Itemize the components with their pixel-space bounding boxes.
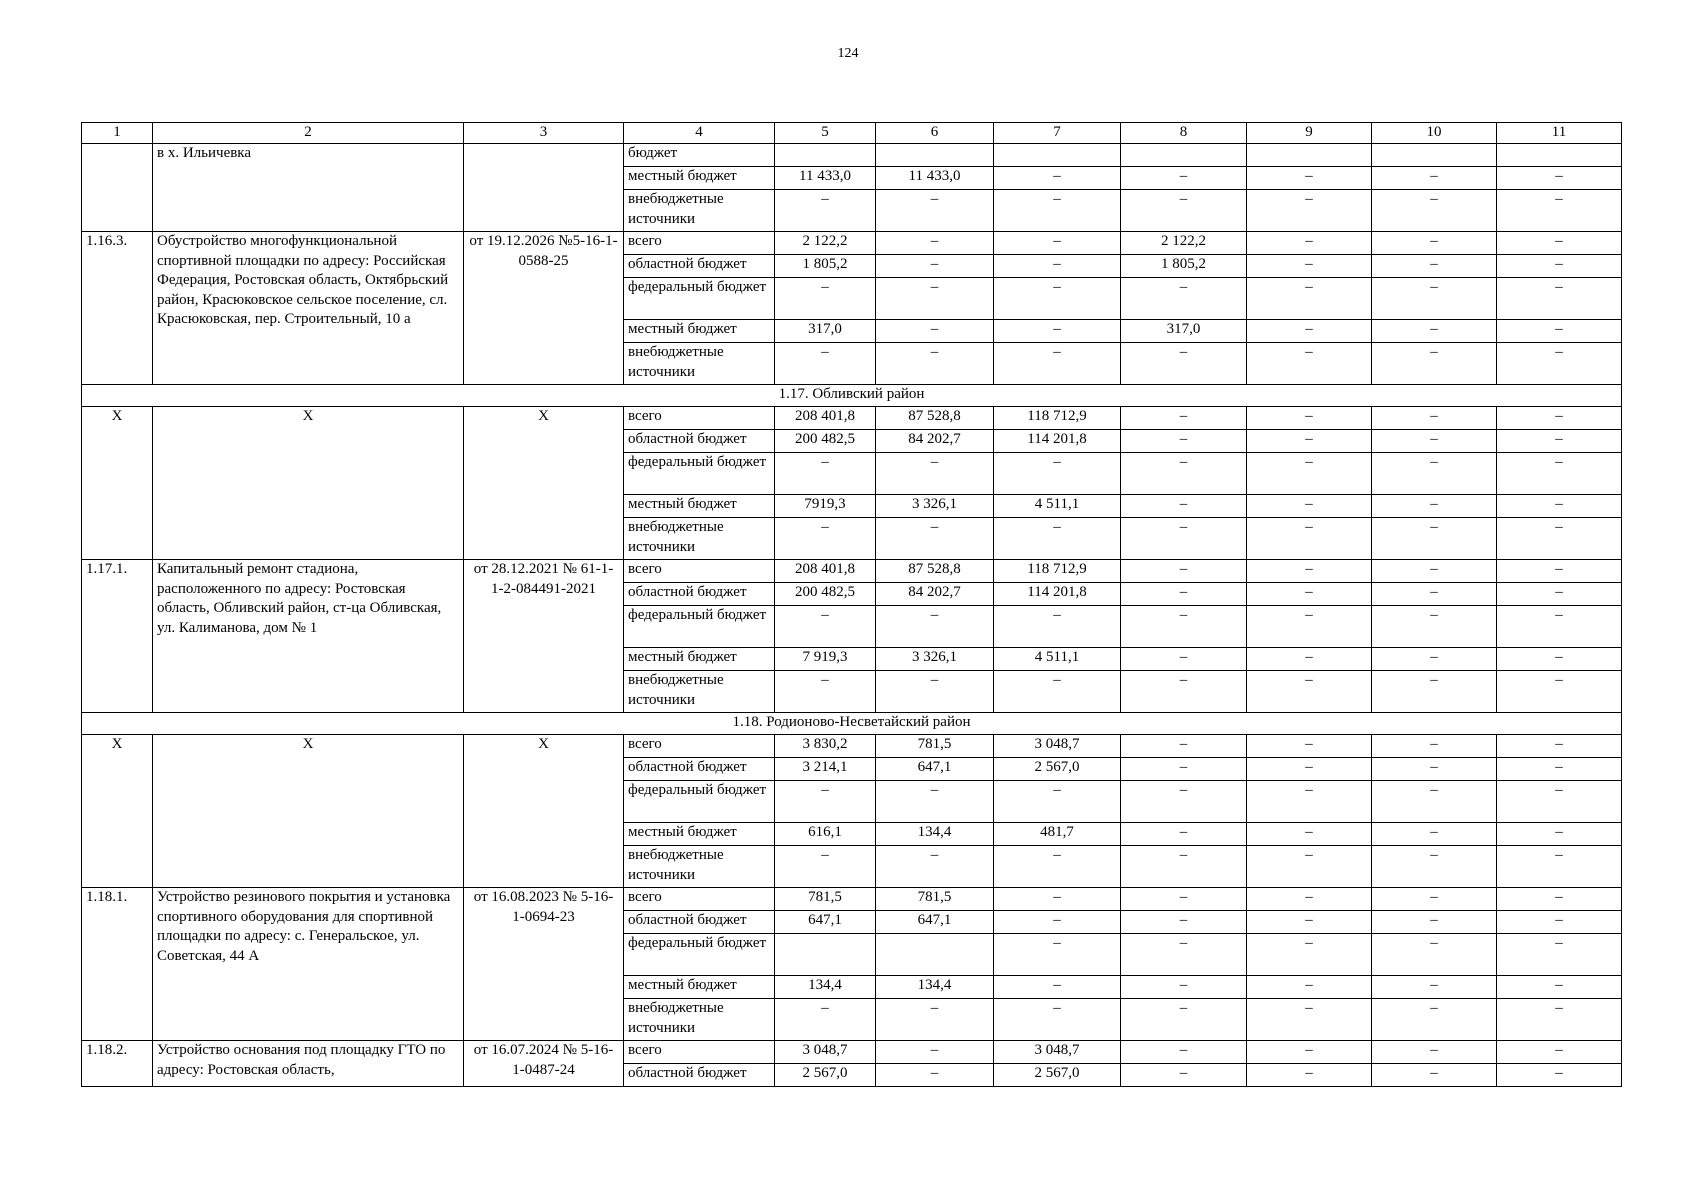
item-reference: X: [464, 407, 624, 560]
amount-cell: 647,1: [876, 758, 994, 781]
funding-source: всего: [624, 232, 775, 255]
amount-cell: –: [1497, 888, 1622, 911]
header-row: [82, 123, 1622, 144]
amount-cell: –: [1247, 606, 1372, 648]
funding-source: федеральный бюджет: [624, 934, 775, 976]
amount-cell: 647,1: [775, 911, 876, 934]
amount-cell: –: [1121, 1064, 1247, 1087]
item-number: 1.16.3.: [82, 232, 153, 385]
amount-cell: –: [1121, 758, 1247, 781]
amount-cell: [775, 144, 876, 167]
amount-cell: –: [1121, 518, 1247, 560]
amount-cell: 134,4: [775, 976, 876, 999]
amount-cell: –: [876, 1041, 994, 1064]
amount-cell: 781,5: [876, 888, 994, 911]
amount-cell: –: [1372, 1041, 1497, 1064]
amount-cell: –: [994, 606, 1121, 648]
amount-cell: –: [775, 190, 876, 232]
funding-source: областной бюджет: [624, 255, 775, 278]
amount-cell: 3 048,7: [994, 1041, 1121, 1064]
amount-cell: –: [876, 999, 994, 1041]
amount-cell: 616,1: [775, 823, 876, 846]
amount-cell: –: [994, 976, 1121, 999]
amount-cell: –: [1247, 560, 1372, 583]
amount-cell: –: [1372, 518, 1497, 560]
amount-cell: –: [1372, 190, 1497, 232]
amount-cell: 134,4: [876, 976, 994, 999]
amount-cell: –: [1372, 583, 1497, 606]
amount-cell: –: [1497, 606, 1622, 648]
amount-cell: –: [1372, 278, 1497, 320]
column-header: 2: [153, 123, 464, 144]
amount-cell: 781,5: [876, 735, 994, 758]
item-reference: от 19.12.2026 №5-16-1-0588-25: [464, 232, 624, 385]
amount-cell: 11 433,0: [775, 167, 876, 190]
item-number: 1.18.1.: [82, 888, 153, 1041]
funding-source: всего: [624, 560, 775, 583]
amount-cell: –: [876, 320, 994, 343]
funding-source: областной бюджет: [624, 583, 775, 606]
amount-cell: –: [1372, 167, 1497, 190]
amount-cell: –: [994, 190, 1121, 232]
amount-cell: –: [876, 606, 994, 648]
amount-cell: –: [1121, 343, 1247, 385]
amount-cell: –: [1247, 518, 1372, 560]
amount-cell: –: [1497, 735, 1622, 758]
amount-cell: –: [1121, 560, 1247, 583]
funding-source: бюджет: [624, 144, 775, 167]
funding-source: внебюджетные источники: [624, 190, 775, 232]
amount-cell: –: [1497, 190, 1622, 232]
table-row: [82, 1041, 1622, 1064]
item-name: X: [153, 407, 464, 560]
amount-cell: –: [1497, 560, 1622, 583]
amount-cell: –: [1372, 232, 1497, 255]
amount-cell: –: [775, 278, 876, 320]
amount-cell: –: [1497, 1041, 1622, 1064]
amount-cell: –: [1247, 999, 1372, 1041]
item-number: X: [82, 735, 153, 888]
amount-cell: –: [1497, 758, 1622, 781]
amount-cell: –: [1372, 560, 1497, 583]
amount-cell: –: [1497, 453, 1622, 495]
amount-cell: –: [1372, 343, 1497, 385]
amount-cell: –: [1497, 648, 1622, 671]
amount-cell: 2 122,2: [1121, 232, 1247, 255]
amount-cell: –: [1372, 934, 1497, 976]
amount-cell: –: [775, 518, 876, 560]
amount-cell: –: [1247, 407, 1372, 430]
amount-cell: 481,7: [994, 823, 1121, 846]
item-name: Капитальный ремонт стадиона, расположенного по адресу: Ростовская область, Обливский район, ст-ца Обливская, ул. Калиманова, дом № 1: [153, 560, 464, 713]
amount-cell: 781,5: [775, 888, 876, 911]
amount-cell: [876, 144, 994, 167]
amount-cell: –: [1497, 781, 1622, 823]
budget-table: [81, 122, 1622, 1087]
amount-cell: –: [1497, 320, 1622, 343]
amount-cell: [1247, 144, 1372, 167]
column-header: 7: [994, 123, 1121, 144]
amount-cell: 317,0: [775, 320, 876, 343]
section-title: 1.18. Родионово-Несветайский район: [82, 713, 1622, 735]
amount-cell: –: [1121, 453, 1247, 495]
amount-cell: –: [775, 671, 876, 713]
amount-cell: –: [1247, 343, 1372, 385]
amount-cell: –: [1497, 1064, 1622, 1087]
amount-cell: –: [1372, 911, 1497, 934]
amount-cell: –: [1372, 606, 1497, 648]
amount-cell: 1 805,2: [775, 255, 876, 278]
amount-cell: 118 712,9: [994, 560, 1121, 583]
table-row: [82, 232, 1622, 255]
amount-cell: [775, 934, 876, 976]
amount-cell: 84 202,7: [876, 583, 994, 606]
amount-cell: –: [994, 999, 1121, 1041]
amount-cell: 134,4: [876, 823, 994, 846]
funding-source: всего: [624, 888, 775, 911]
funding-source: внебюджетные источники: [624, 671, 775, 713]
amount-cell: [994, 144, 1121, 167]
item-name: X: [153, 735, 464, 888]
amount-cell: 208 401,8: [775, 560, 876, 583]
amount-cell: –: [994, 343, 1121, 385]
funding-source: внебюджетные источники: [624, 518, 775, 560]
amount-cell: –: [876, 671, 994, 713]
amount-cell: 2 567,0: [775, 1064, 876, 1087]
funding-source: всего: [624, 1041, 775, 1064]
amount-cell: –: [1121, 1041, 1247, 1064]
amount-cell: –: [1121, 407, 1247, 430]
funding-source: местный бюджет: [624, 320, 775, 343]
funding-source: федеральный бюджет: [624, 606, 775, 648]
column-header: 6: [876, 123, 994, 144]
amount-cell: –: [1497, 495, 1622, 518]
amount-cell: 7 919,3: [775, 648, 876, 671]
amount-cell: –: [775, 343, 876, 385]
amount-cell: –: [1247, 583, 1372, 606]
funding-source: всего: [624, 735, 775, 758]
amount-cell: 114 201,8: [994, 583, 1121, 606]
item-reference: от 16.08.2023 № 5-16-1-0694-23: [464, 888, 624, 1041]
page-number: 124: [837, 46, 859, 61]
funding-source: внебюджетные источники: [624, 343, 775, 385]
amount-cell: 118 712,9: [994, 407, 1121, 430]
amount-cell: –: [1121, 648, 1247, 671]
amount-cell: –: [1497, 846, 1622, 888]
amount-cell: –: [1372, 453, 1497, 495]
amount-cell: 3 214,1: [775, 758, 876, 781]
column-header: 8: [1121, 123, 1247, 144]
amount-cell: –: [1372, 648, 1497, 671]
amount-cell: 208 401,8: [775, 407, 876, 430]
amount-cell: –: [1497, 671, 1622, 713]
amount-cell: –: [1247, 167, 1372, 190]
item-number: [82, 144, 153, 232]
amount-cell: 647,1: [876, 911, 994, 934]
amount-cell: –: [1247, 846, 1372, 888]
amount-cell: –: [1372, 407, 1497, 430]
amount-cell: 317,0: [1121, 320, 1247, 343]
amount-cell: –: [994, 167, 1121, 190]
amount-cell: –: [1497, 911, 1622, 934]
item-number: 1.17.1.: [82, 560, 153, 713]
amount-cell: –: [1247, 758, 1372, 781]
column-header: 1: [82, 123, 153, 144]
funding-source: областной бюджет: [624, 430, 775, 453]
amount-cell: –: [994, 934, 1121, 976]
funding-source: областной бюджет: [624, 1064, 775, 1087]
item-name: Устройство основания под площадку ГТО по адресу: Ростовская область,: [153, 1041, 464, 1087]
funding-source: всего: [624, 407, 775, 430]
amount-cell: –: [1121, 888, 1247, 911]
amount-cell: 7919,3: [775, 495, 876, 518]
amount-cell: –: [1497, 976, 1622, 999]
amount-cell: –: [1247, 735, 1372, 758]
amount-cell: –: [1121, 190, 1247, 232]
amount-cell: –: [876, 1064, 994, 1087]
amount-cell: –: [1121, 781, 1247, 823]
amount-cell: –: [775, 781, 876, 823]
amount-cell: –: [1121, 934, 1247, 976]
amount-cell: 3 326,1: [876, 495, 994, 518]
item-name: Устройство резинового покрытия и установка спортивного оборудования для спортивной площадки по адресу: с. Генеральское, ул. Советская, 44 А: [153, 888, 464, 1041]
amount-cell: –: [1247, 255, 1372, 278]
amount-cell: –: [775, 999, 876, 1041]
amount-cell: –: [1497, 167, 1622, 190]
item-name: Обустройство многофункциональной спортивной площадки по адресу: Российская Федерация, Ростовская область, Октябрьский район, Красюковское сельское поселение, сл. Красюковская, пер. Строительный, 10 а: [153, 232, 464, 385]
funding-source: местный бюджет: [624, 648, 775, 671]
amount-cell: 4 511,1: [994, 648, 1121, 671]
amount-cell: 4 511,1: [994, 495, 1121, 518]
amount-cell: –: [1247, 888, 1372, 911]
table-row: [82, 560, 1622, 583]
amount-cell: –: [1247, 1064, 1372, 1087]
amount-cell: –: [994, 518, 1121, 560]
amount-cell: 84 202,7: [876, 430, 994, 453]
funding-source: местный бюджет: [624, 167, 775, 190]
amount-cell: –: [876, 255, 994, 278]
amount-cell: –: [1247, 1041, 1372, 1064]
table-row: [82, 407, 1622, 430]
amount-cell: 11 433,0: [876, 167, 994, 190]
amount-cell: –: [1372, 758, 1497, 781]
column-header: 5: [775, 123, 876, 144]
amount-cell: –: [876, 518, 994, 560]
amount-cell: –: [1372, 846, 1497, 888]
column-header: 10: [1372, 123, 1497, 144]
amount-cell: –: [1372, 781, 1497, 823]
column-header: 11: [1497, 123, 1622, 144]
amount-cell: –: [1121, 671, 1247, 713]
table-row: [82, 144, 1622, 167]
amount-cell: [1121, 144, 1247, 167]
amount-cell: –: [1247, 781, 1372, 823]
table-row: [82, 735, 1622, 758]
funding-source: федеральный бюджет: [624, 781, 775, 823]
amount-cell: –: [1247, 278, 1372, 320]
amount-cell: –: [994, 453, 1121, 495]
amount-cell: –: [1247, 495, 1372, 518]
amount-cell: –: [1497, 518, 1622, 560]
amount-cell: 2 122,2: [775, 232, 876, 255]
amount-cell: –: [1121, 846, 1247, 888]
amount-cell: –: [1247, 232, 1372, 255]
amount-cell: –: [1121, 430, 1247, 453]
funding-source: областной бюджет: [624, 758, 775, 781]
amount-cell: –: [1247, 911, 1372, 934]
amount-cell: –: [1497, 999, 1622, 1041]
section-title: 1.17. Обливский район: [82, 385, 1622, 407]
amount-cell: 3 830,2: [775, 735, 876, 758]
amount-cell: –: [1372, 320, 1497, 343]
amount-cell: 3 048,7: [775, 1041, 876, 1064]
amount-cell: –: [1247, 671, 1372, 713]
amount-cell: –: [1372, 430, 1497, 453]
amount-cell: –: [994, 278, 1121, 320]
funding-source: внебюджетные источники: [624, 999, 775, 1041]
amount-cell: –: [994, 671, 1121, 713]
amount-cell: –: [1372, 1064, 1497, 1087]
amount-cell: –: [775, 846, 876, 888]
amount-cell: –: [775, 606, 876, 648]
amount-cell: 3 326,1: [876, 648, 994, 671]
amount-cell: –: [876, 453, 994, 495]
amount-cell: 2 567,0: [994, 1064, 1121, 1087]
amount-cell: –: [1372, 976, 1497, 999]
amount-cell: –: [1372, 255, 1497, 278]
section-row: [82, 385, 1622, 407]
amount-cell: –: [1247, 976, 1372, 999]
amount-cell: –: [1497, 934, 1622, 976]
funding-source: областной бюджет: [624, 911, 775, 934]
amount-cell: –: [1121, 583, 1247, 606]
amount-cell: –: [876, 343, 994, 385]
amount-cell: –: [1121, 911, 1247, 934]
amount-cell: 87 528,8: [876, 407, 994, 430]
amount-cell: –: [994, 846, 1121, 888]
amount-cell: –: [1497, 823, 1622, 846]
item-reference: от 28.12.2021 № 61-1-1-2-084491-2021: [464, 560, 624, 713]
amount-cell: –: [1121, 606, 1247, 648]
column-header: 4: [624, 123, 775, 144]
amount-cell: 114 201,8: [994, 430, 1121, 453]
amount-cell: –: [1121, 167, 1247, 190]
amount-cell: –: [994, 911, 1121, 934]
amount-cell: –: [1247, 453, 1372, 495]
amount-cell: 200 482,5: [775, 430, 876, 453]
amount-cell: –: [994, 320, 1121, 343]
amount-cell: 87 528,8: [876, 560, 994, 583]
amount-cell: –: [876, 278, 994, 320]
amount-cell: –: [994, 888, 1121, 911]
amount-cell: –: [1247, 934, 1372, 976]
amount-cell: –: [1497, 407, 1622, 430]
amount-cell: –: [876, 190, 994, 232]
item-name: в х. Ильичевка: [153, 144, 464, 232]
amount-cell: –: [1497, 583, 1622, 606]
amount-cell: –: [1497, 278, 1622, 320]
amount-cell: –: [1497, 430, 1622, 453]
amount-cell: 200 482,5: [775, 583, 876, 606]
amount-cell: –: [1372, 735, 1497, 758]
funding-source: внебюджетные источники: [624, 846, 775, 888]
amount-cell: –: [775, 453, 876, 495]
amount-cell: –: [1497, 343, 1622, 385]
amount-cell: –: [876, 232, 994, 255]
funding-source: местный бюджет: [624, 495, 775, 518]
amount-cell: –: [1372, 888, 1497, 911]
amount-cell: [1372, 144, 1497, 167]
amount-cell: –: [1372, 823, 1497, 846]
item-reference: от 16.07.2024 № 5-16-1-0487-24: [464, 1041, 624, 1087]
funding-source: местный бюджет: [624, 823, 775, 846]
amount-cell: –: [1121, 976, 1247, 999]
column-header: 9: [1247, 123, 1372, 144]
amount-cell: –: [876, 781, 994, 823]
amount-cell: –: [1247, 190, 1372, 232]
amount-cell: –: [876, 846, 994, 888]
column-header: 3: [464, 123, 624, 144]
amount-cell: –: [1247, 648, 1372, 671]
funding-source: федеральный бюджет: [624, 278, 775, 320]
amount-cell: –: [1247, 320, 1372, 343]
funding-source: федеральный бюджет: [624, 453, 775, 495]
table-row: [82, 888, 1622, 911]
section-row: [82, 713, 1622, 735]
amount-cell: –: [1372, 671, 1497, 713]
amount-cell: 1 805,2: [1121, 255, 1247, 278]
amount-cell: –: [1497, 232, 1622, 255]
amount-cell: –: [1247, 823, 1372, 846]
amount-cell: –: [1121, 823, 1247, 846]
item-number: X: [82, 407, 153, 560]
item-reference: X: [464, 735, 624, 888]
amount-cell: 2 567,0: [994, 758, 1121, 781]
amount-cell: –: [1121, 999, 1247, 1041]
amount-cell: –: [994, 255, 1121, 278]
amount-cell: –: [1121, 278, 1247, 320]
amount-cell: –: [994, 232, 1121, 255]
amount-cell: –: [1497, 255, 1622, 278]
amount-cell: –: [1247, 430, 1372, 453]
amount-cell: –: [1372, 999, 1497, 1041]
amount-cell: –: [1121, 735, 1247, 758]
amount-cell: –: [1372, 495, 1497, 518]
amount-cell: [1497, 144, 1622, 167]
funding-source: местный бюджет: [624, 976, 775, 999]
amount-cell: [876, 934, 994, 976]
item-reference: [464, 144, 624, 232]
amount-cell: –: [1121, 495, 1247, 518]
amount-cell: –: [994, 781, 1121, 823]
item-number: 1.18.2.: [82, 1041, 153, 1087]
amount-cell: 3 048,7: [994, 735, 1121, 758]
